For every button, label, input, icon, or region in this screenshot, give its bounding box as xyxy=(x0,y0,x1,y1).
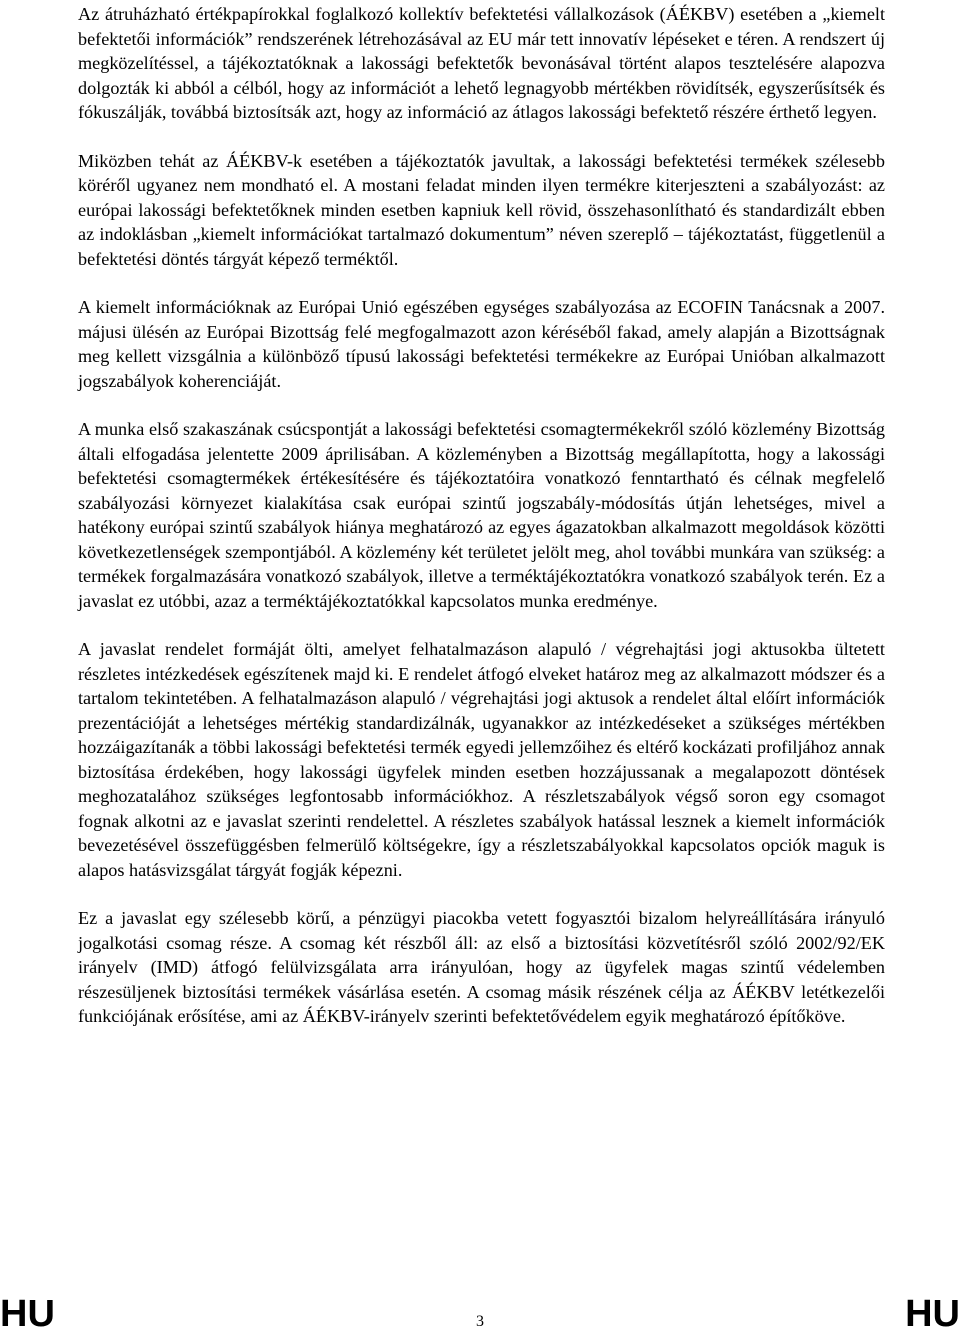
footer-language-code-left: HU xyxy=(0,1293,55,1335)
paragraph-5: A javaslat rendelet formáját ölti, amelyet felhatalmazáson alapuló / végrehajtási jogi aktusokba ültetett részletes intézkedések egészítenek majd ki. E rendelet átfogó elveket határoz meg az alkalmazott módszer és a tartalom tekintetében. A felhatalmazáson alapuló / végrehajtási jogi aktusok a rendelet által előírt információk prezentációját a lehetséges mértékig standardizálnák, ugyanakkor az intézkedéseket a szükséges mértékben hozzáigazítanák a többi lakossági befektetési termék egyedi jellemzőihez és eltérő kockázati profiljához annak biztosítása érdekében, hogy lakossági ügyfelek minden esetben hozzájussanak a megalapozott döntések meghozatalához szükséges legfontosabb információkhoz. A részletszabályok végső soron egy csomagot fognak alkotni az e javaslat szerinti rendelettel. A részletes szabályok hatással lesznek a kiemelt információk bevezetésével összefüggésben felmerülő költségekre, így a részletszabályokkal kapcsolatos opciók maguk is alapos hatásvizsgálat tárgyát fogják képezni. xyxy=(78,639,885,880)
page-number: 3 xyxy=(476,1313,484,1330)
paragraph-1: Az átruházható értékpapírokkal foglalkozó kollektív befektetési vállalkozások (ÁÉKBV) esetében a „kiemelt befektetői információk” rendszerének létrehozásával az EU már tett innovatív lépéseket e téren. A rendszert új megközelítéssel, a tájékoztatóknak a lakossági befektetők bevonásával történt alapos tesztelésére alapozva dolgozták ki abból a célból, hogy az információt a lehető legnagyobb mértékben rövidítsék, egyszerűsítsék és fókuszálják, továbbá biztosítsák azt, hogy az információ az átlagos lakossági befektető részére érthető legyen. xyxy=(78,4,885,122)
footer-language-code-right: HU xyxy=(905,1293,960,1335)
paragraph-3: A kiemelt információknak az Európai Unió egészében egységes szabályozása az ECOFIN Tanácsnak a 2007. májusi ülésén az Európai Bizottság felé megfogalmazott azon kéréséből fakad, amely alapján a Bizottságnak meg kellett vizsgálnia a különböző típusú lakossági befektetési termékekre az Európai Unióban alkalmazott jogszabályok koherenciáját. xyxy=(78,297,885,391)
paragraph-4: A munka első szakaszának csúcspontját a lakossági befektetési csomagtermékekről szóló közlemény Bizottság általi elfogadása jelentette 2009 áprilisában. A közleményben a Bizottság megállapította, hogy a lakossági befektetési csomagtermékek értékesítésére és tájékoztatóira vonatkozó fenntartható és célnak megfelelő szabályozási környezet kialakítása csak európai szintű jogszabály-módosítás útján lehetséges, mivel a hatékony európai szintű szabályok hiánya meghatározó az egyes ágazatokban alkalmazott megoldások közötti következetlenségek szempontjából. A közlemény két területet jelölt meg, ahol további munkára van szükség: a termékek forgalmazására vonatkozó szabályok, illetve a terméktájékoztatókra vonatkozó szabályok terén. Ez a javaslat ez utóbbi, azaz a terméktájékoztatókkal kapcsolatos munka eredménye. xyxy=(78,419,885,611)
paragraph-2: Miközben tehát az ÁÉKBV-k esetében a tájékoztatók javultak, a lakossági befektetési termékek szélesebb köréről ugyanez nem mondható el. A mostani feladat minden ilyen termékre kiterjeszteni a szabályozást: az európai lakossági befektetőknek minden esetben kapniuk kell rövid, összehasonlítható és standardizált ebben az indoklásban „kiemelt információkat tartalmazó dokumentum” néven szereplő – tájékoztatást, függetlenül a befektetési döntés tárgyát képező terméktől. xyxy=(78,150,885,269)
paragraph-6: Ez a javaslat egy szélesebb körű, a pénzügyi piacokba vetett fogyasztói bizalom helyreállítására irányuló jogalkotási csomag része. A csomag két részből áll: az első a biztosítási közvetítésről szóló 2002/92/EK irányelv (IMD) átfogó felülvizsgálata arra irányulóan, hogy az ügyfelek magas szintű védelemben részesüljenek biztosítási termékek vásárlása esetén. A csomag másik részének célja az ÁÉKBV letétkezelői funkciójának erősítése, ami az ÁÉKBV-irányelv szerinti befektetővédelem egyik meghatározó építőköve. xyxy=(78,908,885,1026)
document-body xyxy=(78,2,885,1053)
